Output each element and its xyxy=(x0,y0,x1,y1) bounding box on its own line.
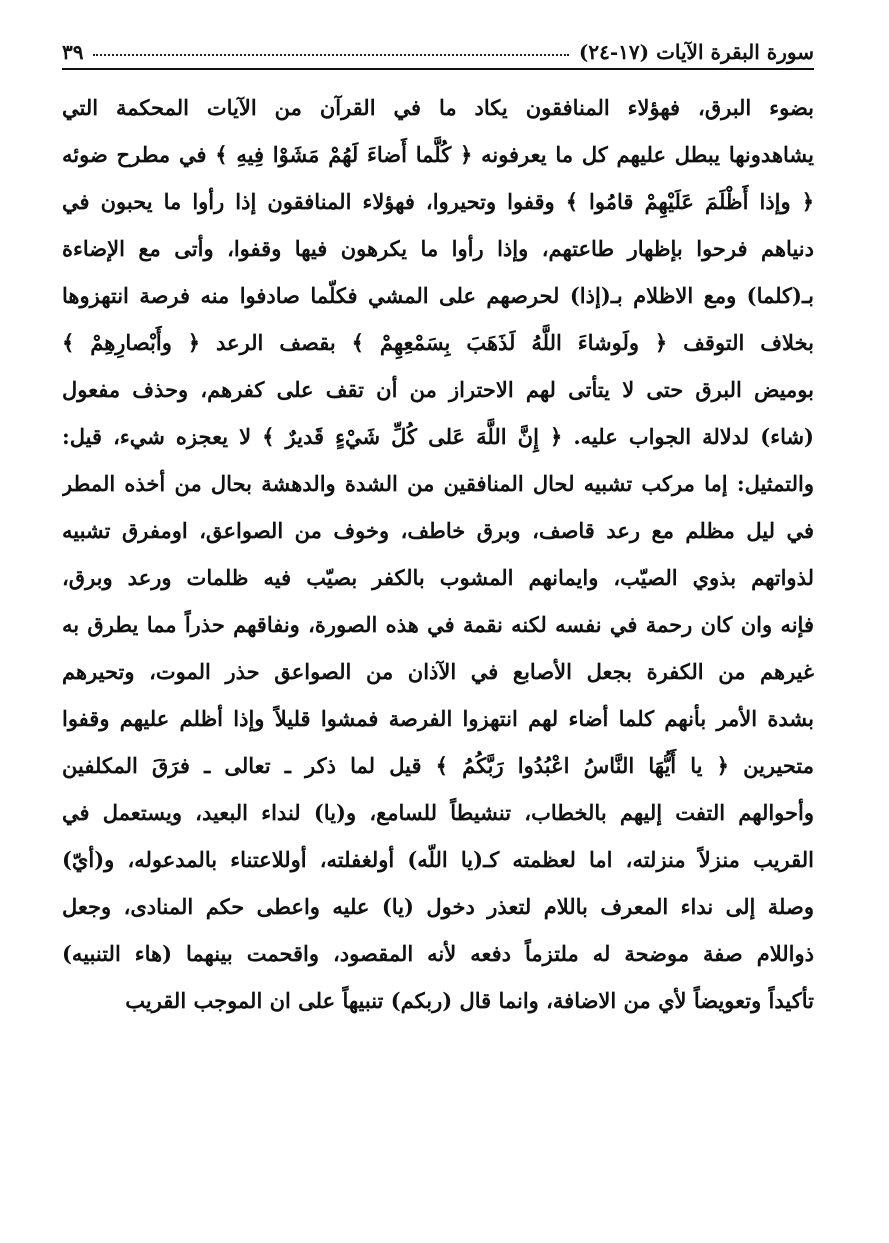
text-line: (شاء) لدلالة الجواب عليه. ﴿ إِنَّ اللَّهَ عَلى كُلِّ شَيْءٍ قَديرٌ ﴾ لا يعجزه شيء، قيل: xyxy=(62,424,814,449)
text-line: ﴿ وإذا أَظْلَمَ عَلَيْهِمْ قامُوا ﴾ وقفوا وتحيروا، فهؤلاء المنافقون إذا رأوا ما يحبون في xyxy=(62,189,814,214)
text-line: متحيرين ﴿ يا أَيُّهَا النَّاسُ اعْبُدُوا رَبَّكُمُ ﴾ قيل لما ذكر ـ تعالى ـ فرَقَ المكلفين xyxy=(62,753,814,778)
text-line: والتمثيل: إما مركب تشبيه لحال المنافقين من الشدة والدهشة بحال من أخذه المطر xyxy=(62,471,814,496)
running-header xyxy=(62,26,814,64)
text-line: في ليل مظلم مع رعد قاصف، وبرق خاطف، وخوف من الصواعق، اومفرق تشبيه xyxy=(62,518,814,543)
header-dotted-leader xyxy=(93,54,568,56)
text-line: لذواتهم بذوي الصيّب، وايمانهم المشوب بالكفر بصيّب فيه ظلمات ورعد وبرق، xyxy=(62,565,814,590)
text-line: وأحوالهم التفت إليهم بالخطاب، تنشيطاً للسامع، و(يا) لنداء البعيد، ويستعمل في xyxy=(62,800,814,825)
text-line: يشاهدونها يبطل عليهم كل ما يعرفونه ﴿ كُلَّما أَضاءَ لَهُمْ مَشَوْا فِيهِ ﴾ في مطرح ضوئه xyxy=(62,142,814,167)
text-line: فإنه وان كان رحمة في نفسه لكنه نقمة في هذه الصورة، ونفاقهم حذراً مما يطرق به xyxy=(62,612,814,637)
body-text xyxy=(62,84,814,1024)
page-number: ٣٩ xyxy=(62,40,84,64)
text-line: وصلة إلى نداء المعرف باللام لتعذر دخول (يا) عليه واعطى حكم المنادى، وجعل xyxy=(62,894,814,919)
text-line: دنياهم فرحوا بإظهار طاعتهم، وإذا رأوا ما يكرهون فيها وقفوا، وأتى مع الإضاءة xyxy=(62,236,814,261)
text-line: تأكيداً وتعويضاً لأي من الاضافة، وانما قال (ربكم) تنبيهاً على ان الموجب القريب xyxy=(125,988,814,1013)
header-rule xyxy=(62,68,814,70)
text-line: بضوء البرق، فهؤلاء المنافقون يكاد ما في القرآن من الآيات المحكمة التي xyxy=(62,95,814,120)
text-line: غيرهم من الكفرة بجعل الأصابع في الآذان من الصواعق حذر الموت، وتحيرهم xyxy=(62,659,814,684)
text-line: ذواللام صفة موضحة له ملتزماً دفعه لأنه المقصود، واقحمت بينهما (هاء التنبيه) xyxy=(62,941,814,966)
surah-title: سورة البقرة الآيات (١٧-٢٤) xyxy=(578,40,814,64)
text-line: بـ(كلما) ومع الاظلام بـ(إذا) لحرصهم على المشي فكلّما صادفوا منه فرصة انتهزوها xyxy=(62,283,814,308)
document-page xyxy=(62,26,814,1206)
text-line: بشدة الأمر بأنهم كلما أضاء لهم انتهزوا الفرصة فمشوا قليلاً وإذا أظلم عليهم وقفوا xyxy=(62,706,814,731)
text-line: القريب منزلاً منزلته، اما لعظمته كـ(يا اللّه) أولغفلته، أوللاعتناء بالمدعوله، و(أيّ) xyxy=(62,847,814,872)
text-line: بوميض البرق حتى لا يتأتى لهم الاحتراز من أن تقف على كفرهم، وحذف مفعول xyxy=(62,377,814,402)
text-line: بخلاف التوقف ﴿ ولَوشاءَ اللَّهُ لَذَهَبَ بِسَمْعِهِمْ ﴾ بقصف الرعد ﴿ وأَبْصارِهِمْ ﴾ xyxy=(62,330,814,355)
